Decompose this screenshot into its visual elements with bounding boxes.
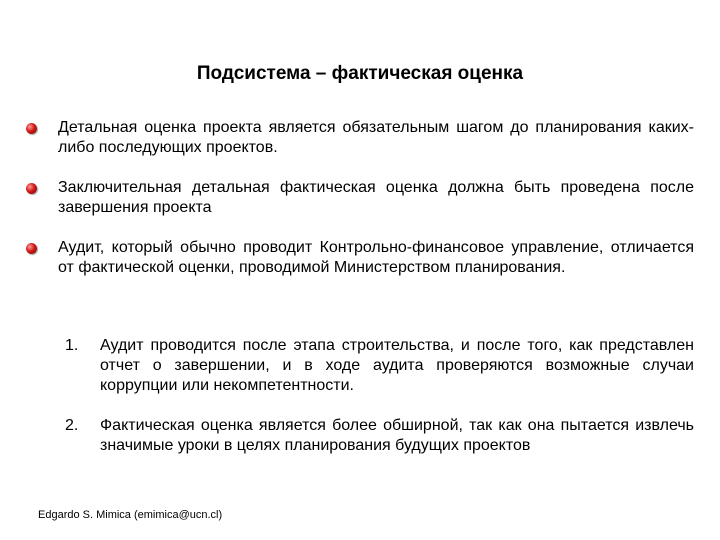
bullet-item [22, 118, 694, 158]
numbered-text: Фактическая оценка является более обширной, так как она пытается извлечь значимые уроки в целях планирования будущих проектов [100, 417, 694, 454]
item-number: 2. [65, 417, 79, 434]
bullet-text: Аудит, который обычно проводит Контрольно-финансовое управление, отличается от фактической оценки, проводимой Министерством планирования. [58, 239, 694, 276]
bullet-item [22, 178, 694, 218]
bullet-text: Детальная оценка проекта является обязательным шагом до планирования каких-либо последующих проектов. [58, 119, 694, 156]
numbered-item [60, 416, 694, 456]
numbered-list [60, 336, 694, 476]
bullet-text: Заключительная детальная фактическая оценка должна быть проведена после завершения проекта [58, 179, 694, 216]
bullet-item [22, 238, 694, 278]
red-sphere-bullet-icon [26, 243, 37, 254]
slide-title: Подсистема – фактическая оценка [196, 63, 524, 84]
item-number: 1. [65, 337, 79, 354]
red-sphere-bullet-icon [26, 123, 37, 134]
numbered-item [60, 336, 694, 396]
footer-author: Edgardo S. Mimica (emimica@ucn.cl) [38, 509, 223, 521]
red-sphere-bullet-icon [26, 183, 37, 194]
numbered-text: Аудит проводится после этапа строительства, и после того, как представлен отчет о завершении, и в ходе аудита проверяются возможные случаи коррупции или некомпетентности. [100, 337, 694, 394]
bullet-list [22, 118, 694, 298]
